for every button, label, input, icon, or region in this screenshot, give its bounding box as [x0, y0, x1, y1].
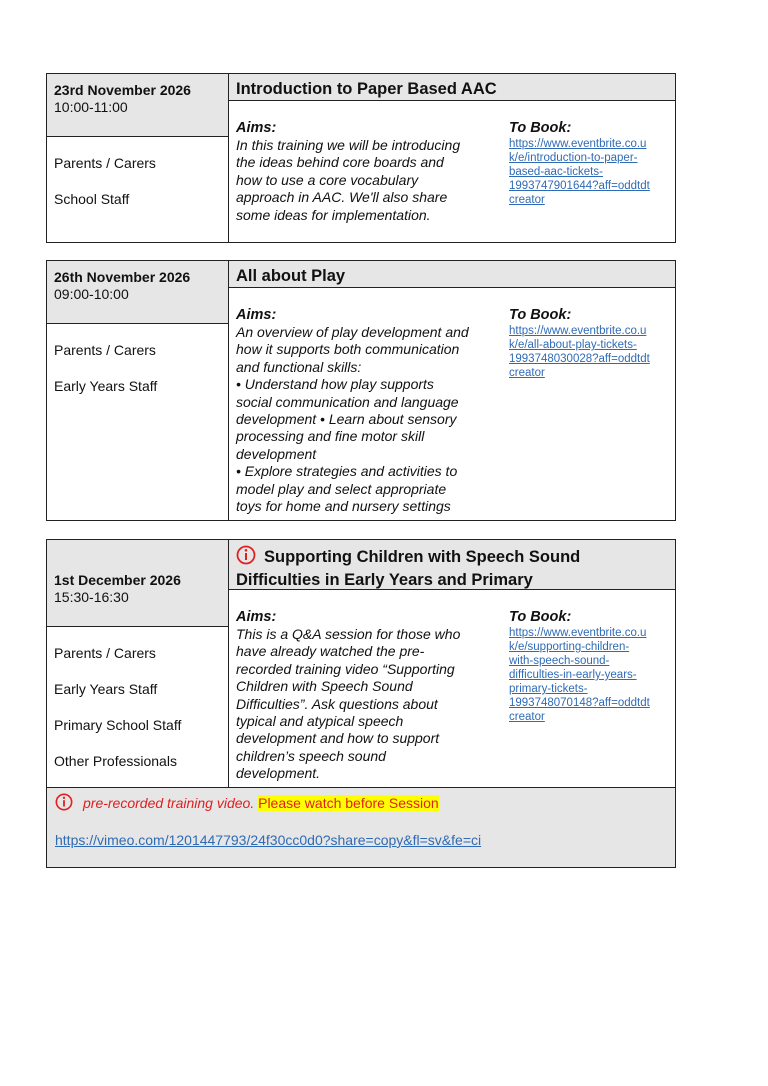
aims-line: development • Learn about sensory	[236, 411, 457, 428]
event-card-2	[46, 260, 676, 521]
audience-item: Early Years Staff	[54, 681, 158, 697]
aims-line: This is a Q&A session for those who	[236, 626, 461, 642]
aims-line: approach in AAC. We'll also share	[236, 189, 448, 206]
aims-column	[236, 119, 498, 224]
audience-item: Parents / Carers	[54, 342, 156, 358]
event-details	[229, 101, 675, 242]
audience-cell	[47, 627, 229, 787]
aims-line: development.	[236, 765, 321, 782]
audience-item: Parents / Carers	[54, 645, 156, 661]
event-date: 26th November 2026	[54, 269, 191, 285]
booking-link-line: with-speech-sound-	[509, 655, 610, 667]
event-date-cell	[47, 540, 229, 627]
aims-line: social communication and language	[236, 393, 459, 410]
aims-line: how to use a core vocabulary	[236, 171, 419, 188]
event-title: Introduction to Paper Based AAC	[229, 74, 675, 101]
booking-link-line: creator	[509, 194, 545, 206]
booking-link-line: k/e/introduction-to-paper-	[509, 152, 638, 164]
booking-link-line: 1993748030028?aff=oddtdt	[509, 353, 650, 365]
aims-line: development	[236, 445, 317, 462]
video-link[interactable]: https://vimeo.com/1201447793/24f30cc0d0?share=copy&fl=sv&fe=ci	[55, 832, 482, 848]
event-date-cell	[47, 261, 229, 324]
aims-line: toys for home and nursery settings	[236, 498, 451, 515]
aims-line: the ideas behind core boards and	[236, 154, 444, 171]
aims-line: In this training we will be introducing	[236, 137, 461, 153]
aims-line: Children with Speech Sound	[236, 678, 413, 695]
booking-link-line: difficulties-in-early-years-	[509, 669, 637, 681]
booking-link-line: 1993748070148?aff=oddtdt	[509, 697, 650, 709]
event-card-1	[46, 73, 676, 243]
booking-link[interactable]	[509, 626, 671, 724]
event-details	[229, 590, 675, 787]
event-title-line: Supporting Children with Speech Sound	[264, 547, 581, 566]
info-circle-icon	[55, 793, 73, 816]
booking-link-line: https://www.eventbrite.co.u	[509, 138, 647, 150]
aims-heading: Aims:	[236, 307, 277, 323]
booking-column	[509, 608, 671, 724]
booking-link-line: 1993747901644?aff=oddtdt	[509, 180, 650, 192]
book-heading: To Book:	[509, 307, 572, 323]
book-heading: To Book:	[509, 120, 572, 136]
aims-column	[236, 608, 498, 783]
event-time: 10:00-11:00	[54, 99, 128, 115]
aims-line: how it supports both communication	[236, 341, 460, 358]
video-note	[55, 793, 667, 816]
audience-item: Parents / Carers	[54, 155, 156, 171]
aims-column	[236, 306, 498, 515]
aims-heading: Aims:	[236, 609, 277, 625]
video-note-footer	[47, 787, 675, 867]
info-circle-icon	[236, 545, 256, 570]
aims-line: Difficulties”. Ask questions about	[236, 695, 438, 712]
aims-heading: Aims:	[236, 120, 277, 136]
booking-column	[509, 306, 671, 380]
audience-cell	[47, 137, 229, 242]
event-title-line: Difficulties in Early Years and Primary	[236, 571, 533, 589]
audience-cell	[47, 324, 229, 520]
audience-item: Primary School Staff	[54, 717, 182, 733]
event-date: 23rd November 2026	[54, 82, 191, 98]
booking-link-line: based-aac-tickets-	[509, 166, 603, 178]
booking-link[interactable]	[509, 324, 671, 380]
aims-line: • Explore strategies and activities to	[236, 463, 458, 480]
video-note-highlight: Please watch before Session	[258, 795, 439, 812]
booking-link-line: https://www.eventbrite.co.u	[509, 325, 647, 337]
booking-link[interactable]	[509, 137, 671, 207]
booking-link-line: https://www.eventbrite.co.u	[509, 627, 647, 639]
audience-item: School Staff	[54, 191, 130, 207]
aims-line: • Understand how play supports	[236, 376, 434, 393]
aims-line: An overview of play development and	[236, 324, 469, 340]
booking-link-line: primary-tickets-	[509, 683, 588, 695]
video-note-text: pre-recorded training video.	[83, 795, 255, 812]
aims-line: recorded training video “Supporting	[236, 660, 455, 677]
booking-link-line: creator	[509, 711, 545, 723]
event-title: All about Play	[229, 261, 675, 288]
event-time: 15:30-16:30	[54, 589, 129, 605]
aims-line: model play and select appropriate	[236, 480, 447, 497]
event-date: 1st December 2026	[54, 572, 181, 588]
audience-item: Other Professionals	[54, 753, 177, 769]
booking-column	[509, 119, 671, 207]
audience-item: Early Years Staff	[54, 378, 158, 394]
aims-line: processing and fine motor skill	[236, 428, 425, 445]
event-details	[229, 288, 675, 520]
event-title	[229, 540, 675, 590]
aims-line: children’s speech sound	[236, 747, 386, 764]
aims-line: and functional skills:	[236, 358, 362, 375]
event-date-cell	[47, 74, 229, 137]
booking-link-line: k/e/all-about-play-tickets-	[509, 339, 637, 351]
booking-link-line: k/e/supporting-children-	[509, 641, 630, 653]
event-time: 09:00-10:00	[54, 286, 129, 302]
booking-link-line: creator	[509, 367, 545, 379]
aims-line: typical and atypical speech	[236, 713, 404, 730]
aims-line: have already watched the pre-	[236, 643, 425, 660]
aims-line: some ideas for implementation.	[236, 206, 431, 223]
event-card-3	[46, 539, 676, 868]
book-heading: To Book:	[509, 609, 572, 625]
aims-line: development and how to support	[236, 730, 440, 747]
